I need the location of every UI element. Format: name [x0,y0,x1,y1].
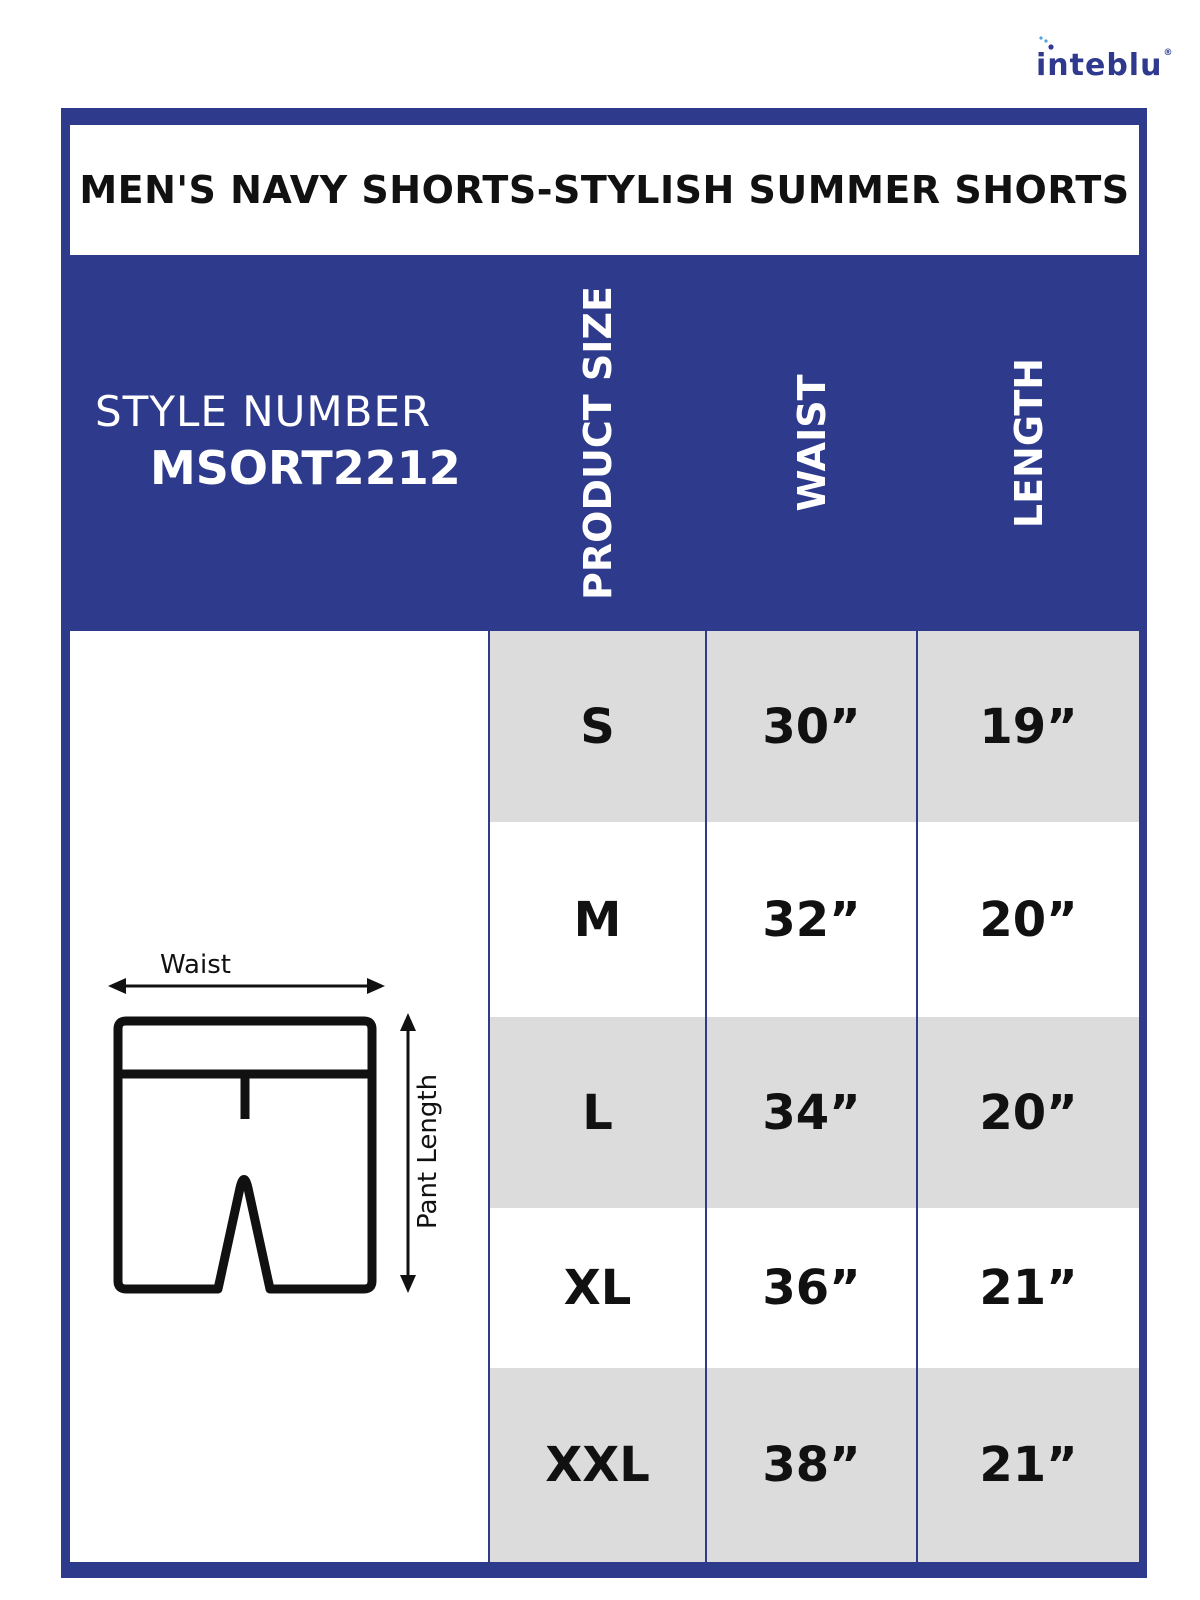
size-cell-m: M [490,822,705,1017]
waist-header-label: WAIST [789,374,834,512]
waist-cell-xl: 36” [707,1208,916,1368]
length-cell-m: 20” [918,822,1139,1017]
length-header [918,257,1139,629]
style-number-header [70,257,488,629]
style-number-value: MSORT2212 [150,441,461,495]
size-cell-xxl: XXL [490,1368,705,1562]
title-box [70,125,1139,255]
waist-cell-s: 30” [707,631,916,822]
brand-logo [1036,48,1173,83]
length-cell-s: 19” [918,631,1139,822]
waist-cell-l: 34” [707,1017,916,1208]
product-size-header [490,257,705,629]
waist-cell-xxl: 38” [707,1368,916,1562]
waist-header [707,257,916,629]
style-number-label: STYLE NUMBER [95,387,432,436]
shorts-diagram-area [70,631,488,1562]
waist-diagram-label: Waist [160,950,231,980]
brand-reg-mark: ® [1163,48,1174,58]
size-cell-l: L [490,1017,705,1208]
chart-title: MEN'S NAVY SHORTS-STYLISH SUMMER SHORTS [79,168,1130,212]
pant-length-diagram-label: Pant Length [413,1073,443,1229]
waist-cell-m: 32” [707,822,916,1017]
size-cell-xl: XL [490,1208,705,1368]
product-size-header-label: PRODUCT SIZE [575,286,620,600]
length-cell-xl: 21” [918,1208,1139,1368]
length-cell-xxl: 21” [918,1368,1139,1562]
length-header-label: LENGTH [1006,357,1051,529]
size-cell-s: S [490,631,705,822]
length-cell-l: 20” [918,1017,1139,1208]
brand-name: inteblu [1036,48,1163,83]
shorts-outline-icon [70,631,488,1562]
